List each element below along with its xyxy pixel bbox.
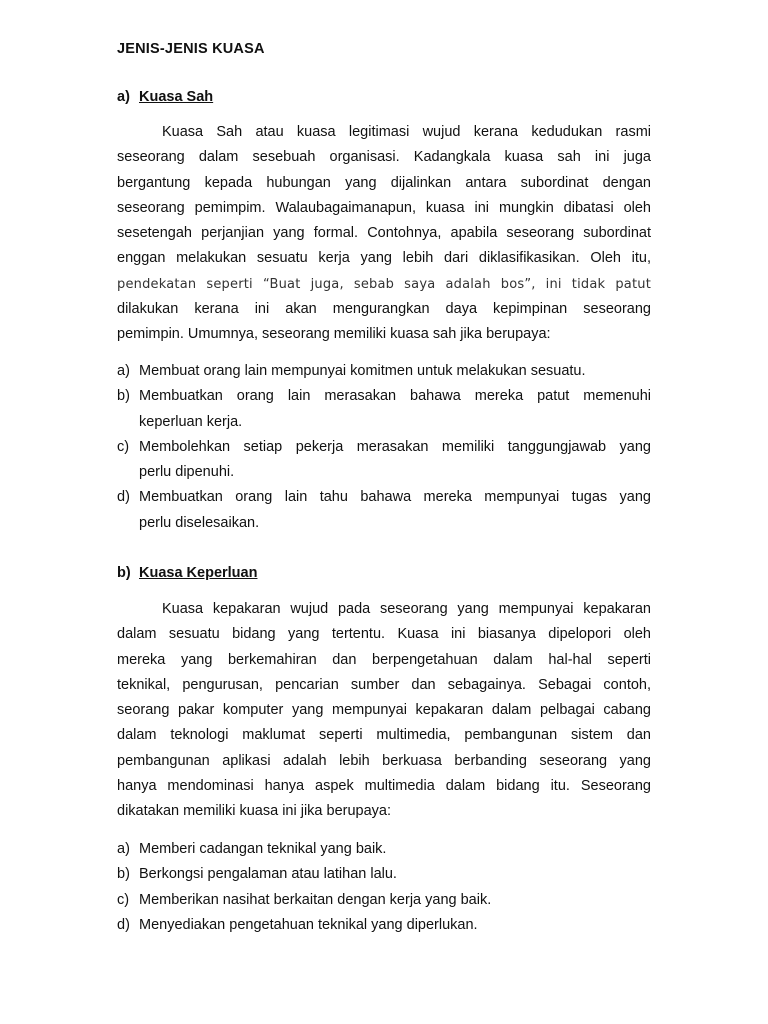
list-marker: d) xyxy=(117,489,130,506)
paragraph-line: pemimpin. Umumnya, seseorang memiliki kuasa sah jika berupaya: xyxy=(117,326,551,343)
list-item xyxy=(117,888,651,913)
list-item-text: Berkongsi pengalaman atau latihan lalu. xyxy=(139,866,397,883)
paragraph-line: hanya mendominasi hanya aspek multimedia dalam bidang itu. Seseorang xyxy=(117,778,651,795)
list-item-text: Membuat orang lain mempunyai komitmen untuk melakukan sesuatu. xyxy=(139,363,586,379)
paragraph-line: dalam sesuatu bidang yang tertentu. Kuasa ini biasanya dipelopori oleh xyxy=(117,626,651,643)
list-marker: c) xyxy=(117,891,130,908)
list-item-text: Memberikan nasihat berkaitan dengan kerja yang baik. xyxy=(139,891,492,908)
section-paragraph xyxy=(117,597,651,825)
paragraph-line: bergantung kepada hubungan yang dijalinkan antara subordinat dengan xyxy=(117,174,651,191)
criteria-list xyxy=(117,359,651,536)
paragraph-line: Kuasa kepakaran wujud pada seseorang yang mempunyai kepakaran xyxy=(162,601,651,617)
section-paragraph xyxy=(117,120,651,348)
list-marker: d) xyxy=(117,916,130,933)
list-item-text: keperluan kerja. xyxy=(139,413,243,430)
list-item-text: Membolehkan setiap pekerja merasakan memiliki tanggungjawab yang xyxy=(139,438,651,455)
paragraph-line: mereka yang berkemahiran dan berpengetahuan dalam hal-hal seperti xyxy=(117,651,651,668)
paragraph-line: dilakukan kerana ini akan mengurangkan daya kepimpinan seseorang xyxy=(117,301,651,318)
list-item xyxy=(117,384,651,435)
paragraph-line: seseorang dalam sesebuah organisasi. Kadangkala kuasa sah ini juga xyxy=(117,149,651,166)
list-item-text: Menyediakan pengetahuan teknikal yang diperlukan. xyxy=(139,916,478,933)
list-item xyxy=(117,862,651,887)
list-item xyxy=(117,485,651,536)
list-item xyxy=(117,837,651,862)
list-marker: a) xyxy=(117,363,130,379)
paragraph-line: dalam teknologi maklumat seperti multimedia, pembangunan sistem dan xyxy=(117,727,651,744)
paragraph-line: pendekatan seperti “Buat juga, sebab saya adalah bos”, ini tidak patut xyxy=(117,276,651,292)
list-item-text: perlu diselesaikan. xyxy=(139,514,260,531)
list-item-text: Membuatkan orang lain merasakan bahawa mereka patut memenuhi xyxy=(139,388,651,405)
section-letter: a) xyxy=(117,89,130,105)
section-heading-kuasa-keperluan xyxy=(117,565,257,581)
paragraph-line: enggan melakukan sesuatu kerja yang lebih dari diklasifikasikan. Oleh itu, xyxy=(117,250,651,267)
section-heading-kuasa-sah xyxy=(117,89,213,105)
section-title: Kuasa Sah xyxy=(139,89,214,105)
paragraph-line: teknikal, pengurusan, pencarian sumber dan sebagainya. Sebagai contoh, xyxy=(117,676,651,693)
list-item-text: Membuatkan orang lain tahu bahawa mereka mempunyai tugas yang xyxy=(139,489,651,506)
paragraph-line: seseorang pemimpim. Walaubagaimanapun, kuasa ini mungkin dibatasi oleh xyxy=(117,199,651,216)
document-title: JENIS-JENIS KUASA xyxy=(117,41,265,57)
section-title: Kuasa Keperluan xyxy=(139,565,258,581)
paragraph-line: seorang pakar komputer yang mempunyai kepakaran dalam pelbagai cabang xyxy=(117,702,651,719)
list-marker: c) xyxy=(117,438,130,455)
list-marker: b) xyxy=(117,866,130,883)
list-marker: a) xyxy=(117,841,130,857)
paragraph-line: dikatakan memiliki kuasa ini jika berupaya: xyxy=(117,803,392,820)
list-item-text: Memberi cadangan teknikal yang baik. xyxy=(139,841,387,857)
list-marker: b) xyxy=(117,388,130,405)
paragraph-line: sesetengah perjanjian yang formal. Contohnya, apabila seseorang subordinat xyxy=(117,225,651,242)
list-item-text: perlu dipenuhi. xyxy=(139,464,235,481)
list-item xyxy=(117,913,651,938)
paragraph-line: pembangunan aplikasi adalah lebih berkuasa berbanding seseorang yang xyxy=(117,752,651,769)
paragraph-line: Kuasa Sah atau kuasa legitimasi wujud kerana kedudukan rasmi xyxy=(162,124,651,140)
section-letter: b) xyxy=(117,565,131,581)
list-item xyxy=(117,435,651,486)
list-item xyxy=(117,359,651,384)
criteria-list xyxy=(117,837,651,938)
